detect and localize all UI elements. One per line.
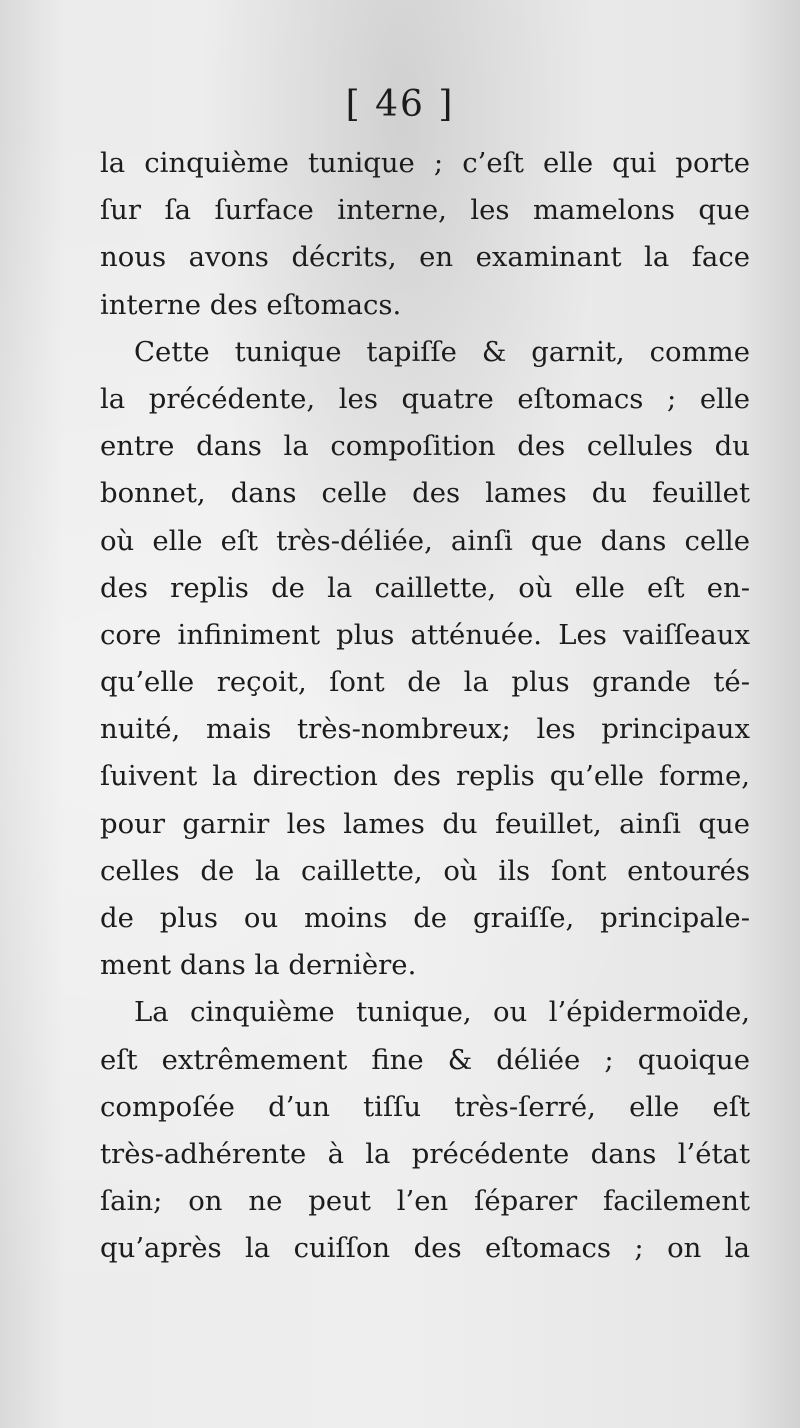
text-line: des replis de la caillette, où elle eſt en- bbox=[100, 571, 750, 604]
text-line: Cette tunique tapiſſe & garnit, comme bbox=[134, 335, 750, 368]
text-line: qu’après la cuiſſon des eſtomacs ; on la bbox=[100, 1232, 750, 1265]
text-line: ſain; on ne peut l’en ſéparer facilement bbox=[100, 1185, 750, 1218]
page-number: [ 46 ] bbox=[345, 84, 455, 125]
text-line: la précédente, les quatre eſtomacs ; elle bbox=[100, 382, 750, 415]
text-line: ſur ſa ſurface interne, les mamelons que bbox=[100, 194, 750, 227]
text-line: entre dans la compoſition des cellules du bbox=[100, 430, 750, 463]
text-line: ſuivent la direction des replis qu’elle forme, bbox=[100, 760, 750, 793]
text-line: très-adhérente à la précédente dans l’état bbox=[100, 1137, 750, 1170]
text-line: eſt extrêmement fine & déliée ; quoique bbox=[100, 1043, 750, 1076]
paragraph-2 bbox=[100, 329, 750, 990]
text-line: celles de la caillette, où ils ſont entourés bbox=[100, 854, 750, 887]
text-line: nuité, mais très-nombreux; les principaux bbox=[100, 713, 750, 746]
text-line: où elle eſt très-déliée, ainſi que dans celle bbox=[100, 524, 750, 557]
text-line: de plus ou moins de graiſſe, principale- bbox=[100, 902, 750, 934]
text-line: pour garnir les lames du feuillet, ainſi que bbox=[100, 807, 750, 840]
text-line: ment dans la dernière. bbox=[100, 949, 417, 982]
text-line: nous avons décrits, en examinant la face bbox=[100, 241, 750, 274]
text-line: La cinquième tunique, ou l’épidermoïde, bbox=[134, 996, 750, 1029]
text-line: qu’elle reçoit, ſont de la plus grande té- bbox=[100, 666, 750, 699]
paragraph-3 bbox=[100, 989, 750, 1272]
text-line: interne des eſtomacs. bbox=[100, 288, 402, 321]
text-line: compoſée d’un tiſſu très-ſerré, elle eſt bbox=[100, 1090, 750, 1123]
text-line: bonnet, dans celle des lames du feuillet bbox=[100, 477, 750, 510]
text-line: core infiniment plus atténuée. Les vaiſſeaux bbox=[100, 618, 750, 651]
paragraph-1 bbox=[100, 140, 750, 329]
body-text bbox=[100, 140, 750, 1273]
text-line: la cinquième tunique ; c’eſt elle qui porte bbox=[100, 147, 750, 179]
